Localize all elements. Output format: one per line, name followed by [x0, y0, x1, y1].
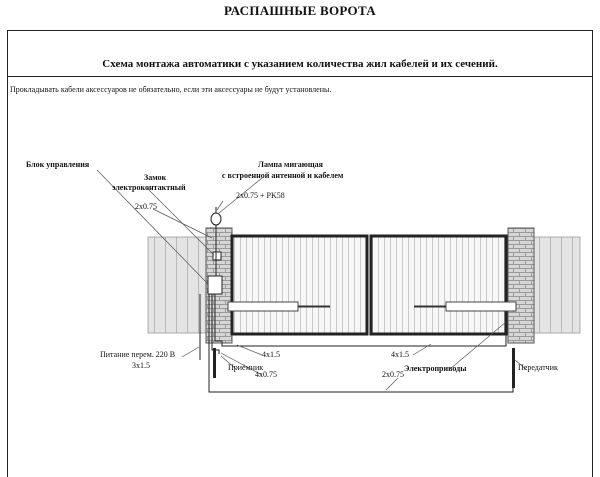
receiver-post	[213, 348, 216, 378]
right-fence	[534, 237, 580, 333]
left-fence	[148, 237, 206, 333]
label-lock-line2: электроконтактный	[112, 183, 186, 192]
label-lamp-cable: 2x0.75 + PK58	[236, 191, 285, 200]
label-lock-line1: Замок	[144, 173, 167, 182]
right-actuator	[446, 302, 516, 311]
label-receiver-cable: 4x0.75	[255, 370, 277, 379]
diagram-title: Схема монтажа автоматики с указанием количества жил кабелей и их сечений.	[102, 58, 498, 70]
lock-box	[213, 252, 221, 260]
label-motors: Электроприводы	[404, 364, 467, 373]
label-transmitter: Передатчик	[518, 363, 558, 372]
control-box	[208, 276, 222, 294]
flash-lamp	[211, 213, 221, 225]
page-title: РАСПАШНЫЕ ВОРОТА	[224, 3, 376, 18]
label-transmitter-cable: 2x0.75	[382, 370, 404, 379]
label-lamp-line1: Лампа мигающая	[258, 160, 323, 169]
label-lock-cable: 2x0.75	[135, 202, 157, 211]
left-gate-leaf	[232, 236, 367, 334]
left-actuator	[228, 302, 298, 311]
label-power-cable: 3x1.5	[132, 361, 150, 370]
right-pillar	[508, 228, 534, 343]
transmitter-post	[512, 348, 515, 388]
right-gate-leaf	[371, 236, 506, 334]
label-power: Питание перем. 220 В	[100, 350, 176, 359]
label-right-motor-cable: 4x1.5	[391, 350, 409, 359]
label-left-motor-cable: 4x1.5	[262, 350, 280, 359]
label-control-unit: Блок управления	[26, 160, 90, 169]
label-lamp-line2: с встроенной антенной и кабелем	[222, 171, 344, 180]
label-receiver: Приёмник	[228, 363, 264, 372]
cable-note: Прокладывать кабели аксессуаров не обязательно, если эти аксессуары не будут установлены.	[10, 85, 332, 94]
